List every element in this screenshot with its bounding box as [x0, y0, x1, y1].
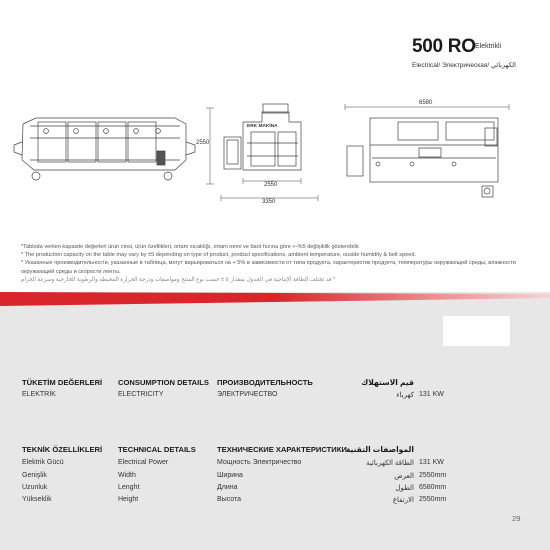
model-title: 500 RO: [412, 36, 476, 57]
side-view: [14, 108, 214, 184]
consumption-electricity-value: 131 KW: [419, 391, 444, 398]
consumption-header-ar: قيم الاستهلاك: [361, 378, 414, 387]
tech-row-en: Lenght: [118, 484, 140, 491]
brand-label: ERK MAKİNA: [247, 124, 278, 129]
consumption-electricity-ru: ЭЛЕКТРИЧЕСТВО: [217, 391, 278, 398]
note-english: * The production capacity on the table may vary by ±5 depending on type of product, product specifications, ambient temperature, ouside humidity & belt speed.: [21, 252, 417, 259]
tech-row-ar: الطاقة الكهربائية: [366, 460, 414, 467]
white-badge: [443, 316, 510, 346]
tech-row-ar: الطول: [395, 485, 414, 492]
tech-row-en: Electrical Power: [118, 459, 169, 466]
technical-header-en: TECHNICAL DETAILS: [118, 445, 196, 454]
tech-row-ar: الارتفاع: [392, 497, 414, 504]
technical-header-tr: TEKNİK ÖZELLİKLERİ: [22, 445, 103, 454]
consumption-electricity-en: ELECTRICITY: [118, 391, 164, 398]
height-dimension: 2550: [196, 140, 210, 146]
note-russian: * Указанные производительности, указанные в таблица, могут варьироваться на + 5% в зависимости от типа продукта, характеристик продукта, температуры окружающей среды, влажности окружающей среды и скорости ленты.: [21, 260, 516, 275]
length-dimension: 6580: [419, 100, 433, 106]
consumption-electricity-ar: كهرباء: [396, 392, 414, 399]
tech-row-ru: Мощность Электричество: [217, 459, 302, 466]
tech-row-value: 6580mm: [419, 484, 447, 491]
tech-row-value: 2550mm: [419, 496, 447, 503]
note-turkish: *Tabloda verilen kapasite değerleri ürün cinsi, ürün özellikleri, ortam sıcaklığı, ortam nemi ve bant hızına göre +-%5 değişiklik gösterebilir.: [21, 244, 361, 250]
model-variant: Elektrikli: [475, 43, 502, 50]
consumption-header-tr: TÜKETİM DEĞERLERİ: [22, 378, 103, 387]
tech-row-ru: Длина: [217, 484, 238, 491]
tech-row-tr: Elektrik Gücü: [22, 459, 64, 466]
tech-row-value: 2550mm: [419, 472, 447, 479]
tech-row-value: 131 KW: [419, 459, 444, 466]
capacity-notes: [21, 243, 531, 284]
tech-row-tr: Genişlik: [22, 472, 47, 479]
consumption-header-ru: ПРОИЗВОДИТЕЛЬНОСТЬ: [217, 378, 313, 387]
tech-row-tr: Uzunluk: [22, 484, 48, 491]
tech-row-en: Width: [118, 472, 136, 479]
top-view: [345, 104, 509, 197]
tech-row-ar: العرض: [394, 473, 414, 480]
red-accent-band: [0, 292, 550, 306]
tech-row-ru: Высота: [217, 496, 242, 503]
consumption-electricity-tr: ELEKTRİK: [22, 391, 56, 398]
page-number: 29: [512, 514, 521, 523]
tech-row-en: Height: [118, 496, 139, 503]
model-languages: Electrical/ Электрическая/ الكهربائي: [412, 62, 516, 69]
tech-row-tr: Yükseklik: [22, 496, 52, 503]
technical-header-ar: المواصفات التقنية: [345, 445, 414, 454]
tech-row-ru: Ширина: [217, 472, 243, 479]
technical-header-ru: ТЕХНИЧЕСКИЕ ХАРАКТЕРИСТИКИ: [217, 445, 347, 454]
note-arabic: * قد تختلف الطاقة الإنتاجية في الجدول بمقدار ٥ ± حسب نوع المنتج ومواصفات ودرجة الحرارة المحيطة والرطوبة الخارجية وسرعة الحزام: [21, 276, 336, 283]
total-width-dimension: 3350: [262, 199, 276, 205]
mid-width-dimension: 2550: [264, 182, 278, 188]
technical-drawing: [0, 70, 550, 210]
consumption-header-en: CONSUMPTION DETAILS: [118, 378, 209, 387]
